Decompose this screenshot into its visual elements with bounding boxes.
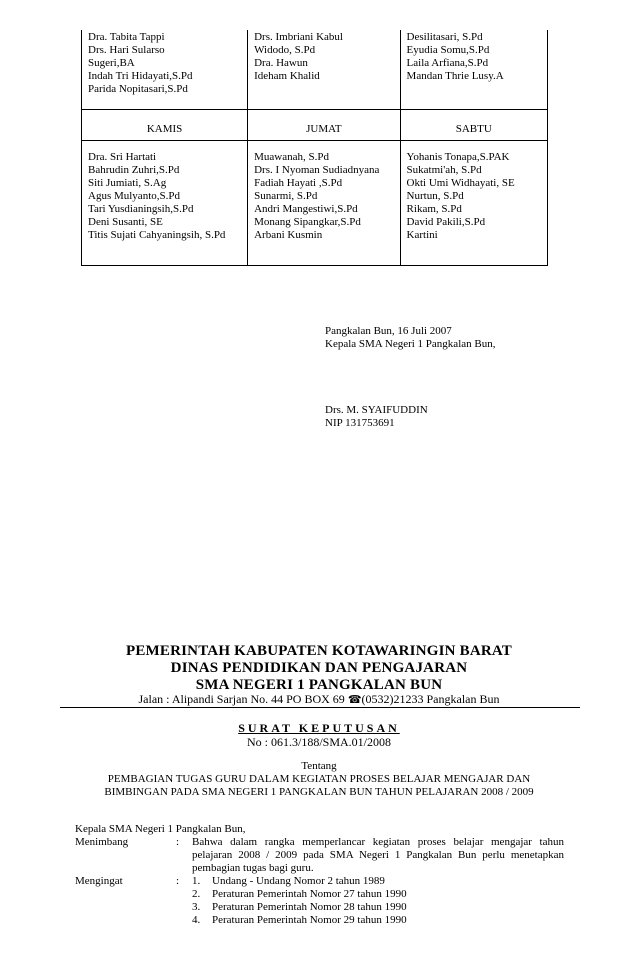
letterhead-divider <box>60 707 580 708</box>
menimbang-colon: : <box>176 836 180 848</box>
teacher-name: Nurtun, S.Pd <box>406 190 464 202</box>
decree-number: No : 061.3/188/SMA.01/2008 <box>246 735 391 749</box>
teacher-name: Parida Nopitasari,S.Pd <box>88 83 188 95</box>
signature-name: Drs. M. SYAIFUDDIN <box>325 404 428 416</box>
signature-position: Kepala SMA Negeri 1 Pangkalan Bun, <box>325 338 496 350</box>
decree-about: Tentang <box>301 760 337 772</box>
teacher-name: Agus Mulyanto,S.Pd <box>88 190 180 202</box>
mengingat-item <box>192 901 407 914</box>
mengingat-item <box>192 888 407 901</box>
item-text: Peraturan Pemerintah Nomor 28 tahun 1990 <box>212 901 407 913</box>
teacher-name: Dra. Hawun <box>254 57 308 69</box>
schedule-cell <box>82 30 248 110</box>
schedule-cell <box>248 30 400 110</box>
decree-subject-line2: BIMBINGAN PADA SMA NEGERI 1 PANGKALAN BUN TAHUN PELAJARAN 2008 / 2009 <box>104 786 534 798</box>
menimbang-text: Bahwa dalam rangka memperlancar kegiatan proses belajar mengajar tahun pelajaran 2008 / 2009 pada SMA Negeri 1 Pangkalan Bun perlu menetapkan pembagian tugas bagi guru. <box>192 836 564 874</box>
menimbang-label: Menimbang <box>75 836 129 848</box>
decree-opening: Kepala SMA Negeri 1 Pangkalan Bun, <box>75 823 246 835</box>
schedule-row-bottom <box>82 141 548 266</box>
teacher-name: David Pakili,S.Pd <box>406 216 486 228</box>
day-header-sabtu: SABTU <box>400 110 547 141</box>
item-text: Peraturan Pemerintah Nomor 29 tahun 1990 <box>212 914 407 926</box>
teacher-name: Dra. Tabita Tappi <box>88 31 165 43</box>
teacher-name: Indah Tri Hidayati,S.Pd <box>88 70 193 82</box>
item-number: 1. <box>192 875 201 887</box>
teacher-name: Monang Sipangkar,S.Pd <box>254 216 361 228</box>
teacher-name: Bahrudin Zuhri,S.Pd <box>88 164 180 176</box>
letterhead-school: SMA NEGERI 1 PANGKALAN BUN <box>195 677 443 693</box>
teacher-name: Arbani Kusmin <box>254 229 323 241</box>
teacher-name: Laila Arfiana,S.Pd <box>406 57 489 69</box>
teacher-name: Drs. I Nyoman Sudiadnyana <box>254 164 380 176</box>
teacher-name: Sunarmi, S.Pd <box>254 190 318 202</box>
decree-title: SURAT KEPUTUSAN <box>238 721 400 735</box>
item-number: 3. <box>192 901 201 913</box>
schedule-cell <box>400 30 547 110</box>
mengingat-label: Mengingat <box>75 875 123 887</box>
mengingat-colon: : <box>176 875 180 887</box>
teacher-name: Okti Umi Widhayati, SE <box>406 177 515 189</box>
signature-nip: NIP 131753691 <box>325 417 395 429</box>
item-text: Undang - Undang Nomor 2 tahun 1989 <box>212 875 385 887</box>
teacher-name: Fadiah Hayati ,S.Pd <box>254 177 343 189</box>
teacher-name: Sugeri,BA <box>88 57 135 69</box>
schedule-day-header-row <box>82 110 548 141</box>
teacher-name: Kartini <box>406 229 438 241</box>
item-text: Peraturan Pemerintah Nomor 27 tahun 1990 <box>212 888 407 900</box>
teacher-name: Muawanah, S.Pd <box>254 151 329 163</box>
decree-subject-line1: PEMBAGIAN TUGAS GURU DALAM KEGIATAN PROSES BELAJAR MENGAJAR DAN <box>107 773 531 785</box>
letterhead-address <box>0 692 638 707</box>
address-phone: (0532)21233 Pangkalan Bun <box>361 692 500 706</box>
teacher-name: Sukatmi'ah, S.Pd <box>406 164 482 176</box>
teacher-name: Dra. Sri Hartati <box>88 151 157 163</box>
teacher-name: Titis Sujati Cahyaningsih, S.Pd <box>88 229 226 241</box>
teacher-name: Drs. Hari Sularso <box>88 44 165 56</box>
teacher-name: Desilitasari, S.Pd <box>406 31 483 43</box>
teacher-name: Siti Jumiati, S.Ag <box>88 177 167 189</box>
schedule-cell <box>82 141 248 266</box>
teacher-name: Rikam, S.Pd <box>406 203 462 215</box>
phone-icon: ☎ <box>347 694 362 706</box>
day-header-kamis: KAMIS <box>82 110 248 141</box>
mengingat-item <box>192 914 407 927</box>
teacher-name: Ideham Khalid <box>254 70 320 82</box>
teacher-name: Eyudia Somu,S.Pd <box>406 44 490 56</box>
letterhead-government: PEMERINTAH KABUPATEN KOTAWARINGIN BARAT <box>125 643 513 659</box>
signature-place-date: Pangkalan Bun, 16 Juli 2007 <box>325 325 452 337</box>
schedule-row-top <box>82 30 548 110</box>
teacher-name: Widodo, S.Pd <box>254 44 316 56</box>
schedule-cell <box>248 141 400 266</box>
schedule-table <box>81 30 548 266</box>
teacher-name: Mandan Thrie Lusy.A <box>406 70 504 82</box>
item-number: 2. <box>192 888 201 900</box>
teacher-name: Deni Susanti, SE <box>88 216 163 228</box>
address-text: Jalan : Alipandi Sarjan No. 44 PO BOX 69 <box>138 692 345 706</box>
item-number: 4. <box>192 914 201 926</box>
schedule-cell <box>400 141 547 266</box>
mengingat-item <box>192 875 385 888</box>
letterhead-department: DINAS PENDIDIKAN DAN PENGAJARAN <box>170 660 468 676</box>
teacher-name: Tari Yusdianingsih,S.Pd <box>88 203 194 215</box>
teacher-name: Andri Mangestiwi,S.Pd <box>254 203 358 215</box>
teacher-name: Yohanis Tonapa,S.PAK <box>406 151 510 163</box>
teacher-name: Drs. Imbriani Kabul <box>254 31 343 43</box>
day-header-jumat: JUMAT <box>248 110 400 141</box>
